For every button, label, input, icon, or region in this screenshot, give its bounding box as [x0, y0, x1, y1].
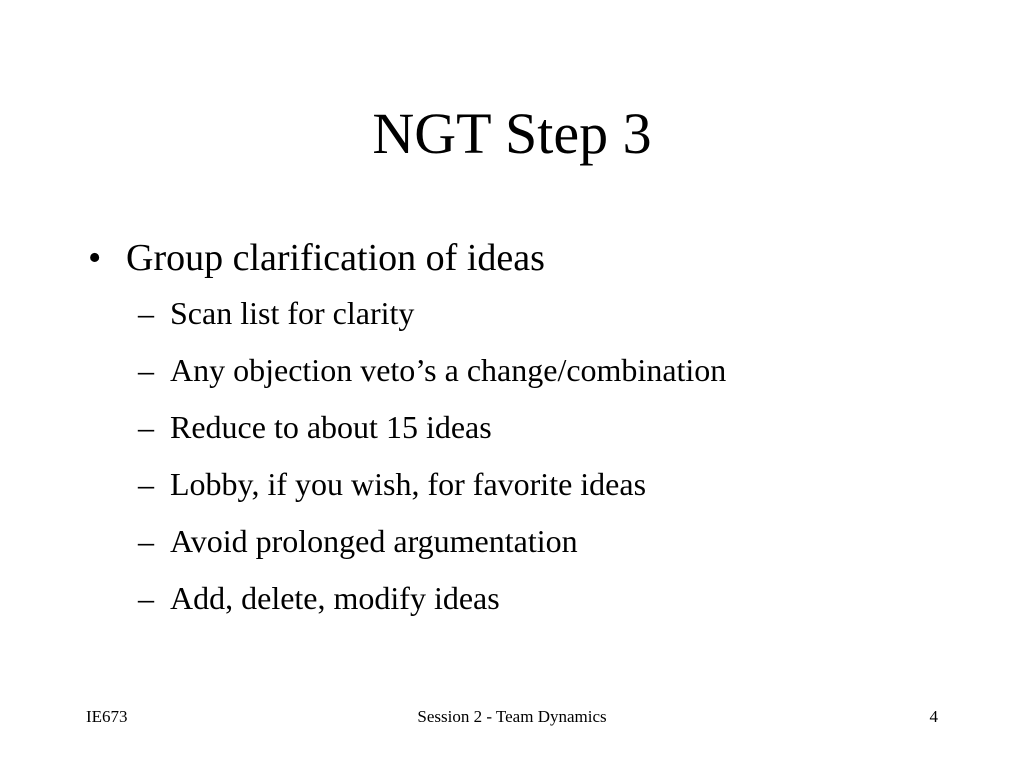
slide-title: NGT Step 3 [372, 101, 652, 166]
slide-number: 4 [929, 707, 938, 726]
sub-bullet-text: Add, delete, modify ideas [170, 580, 500, 616]
dash-marker: – [138, 295, 154, 331]
bullet-marker: • [88, 237, 102, 279]
footer-session-title: Session 2 - Team Dynamics [417, 707, 607, 726]
sub-bullet-item [138, 406, 988, 448]
dash-marker: – [138, 352, 154, 388]
sub-bullet-list [88, 292, 988, 619]
footer-course-code: IE673 [86, 707, 128, 726]
sub-bullet-text: Reduce to about 15 ideas [170, 409, 492, 445]
dash-marker: – [138, 523, 154, 559]
sub-bullet-item [138, 520, 988, 562]
sub-bullet-item [138, 463, 988, 505]
bullet-list [88, 232, 988, 634]
dash-marker: – [138, 409, 154, 445]
bullet-item [88, 232, 988, 284]
sub-bullet-text: Scan list for clarity [170, 295, 415, 331]
sub-list-container [88, 292, 988, 619]
dash-marker: – [138, 580, 154, 616]
sub-bullet-item [138, 292, 988, 334]
sub-bullet-item [138, 349, 988, 391]
sub-bullet-text: Avoid prolonged argumentation [170, 523, 578, 559]
sub-bullet-item [138, 577, 988, 619]
sub-bullet-text: Lobby, if you wish, for favorite ideas [170, 466, 647, 502]
dash-marker: – [138, 466, 154, 502]
bullet-text: Group clarification of ideas [126, 237, 545, 279]
sub-bullet-text: Any objection veto’s a change/combination [170, 352, 727, 388]
